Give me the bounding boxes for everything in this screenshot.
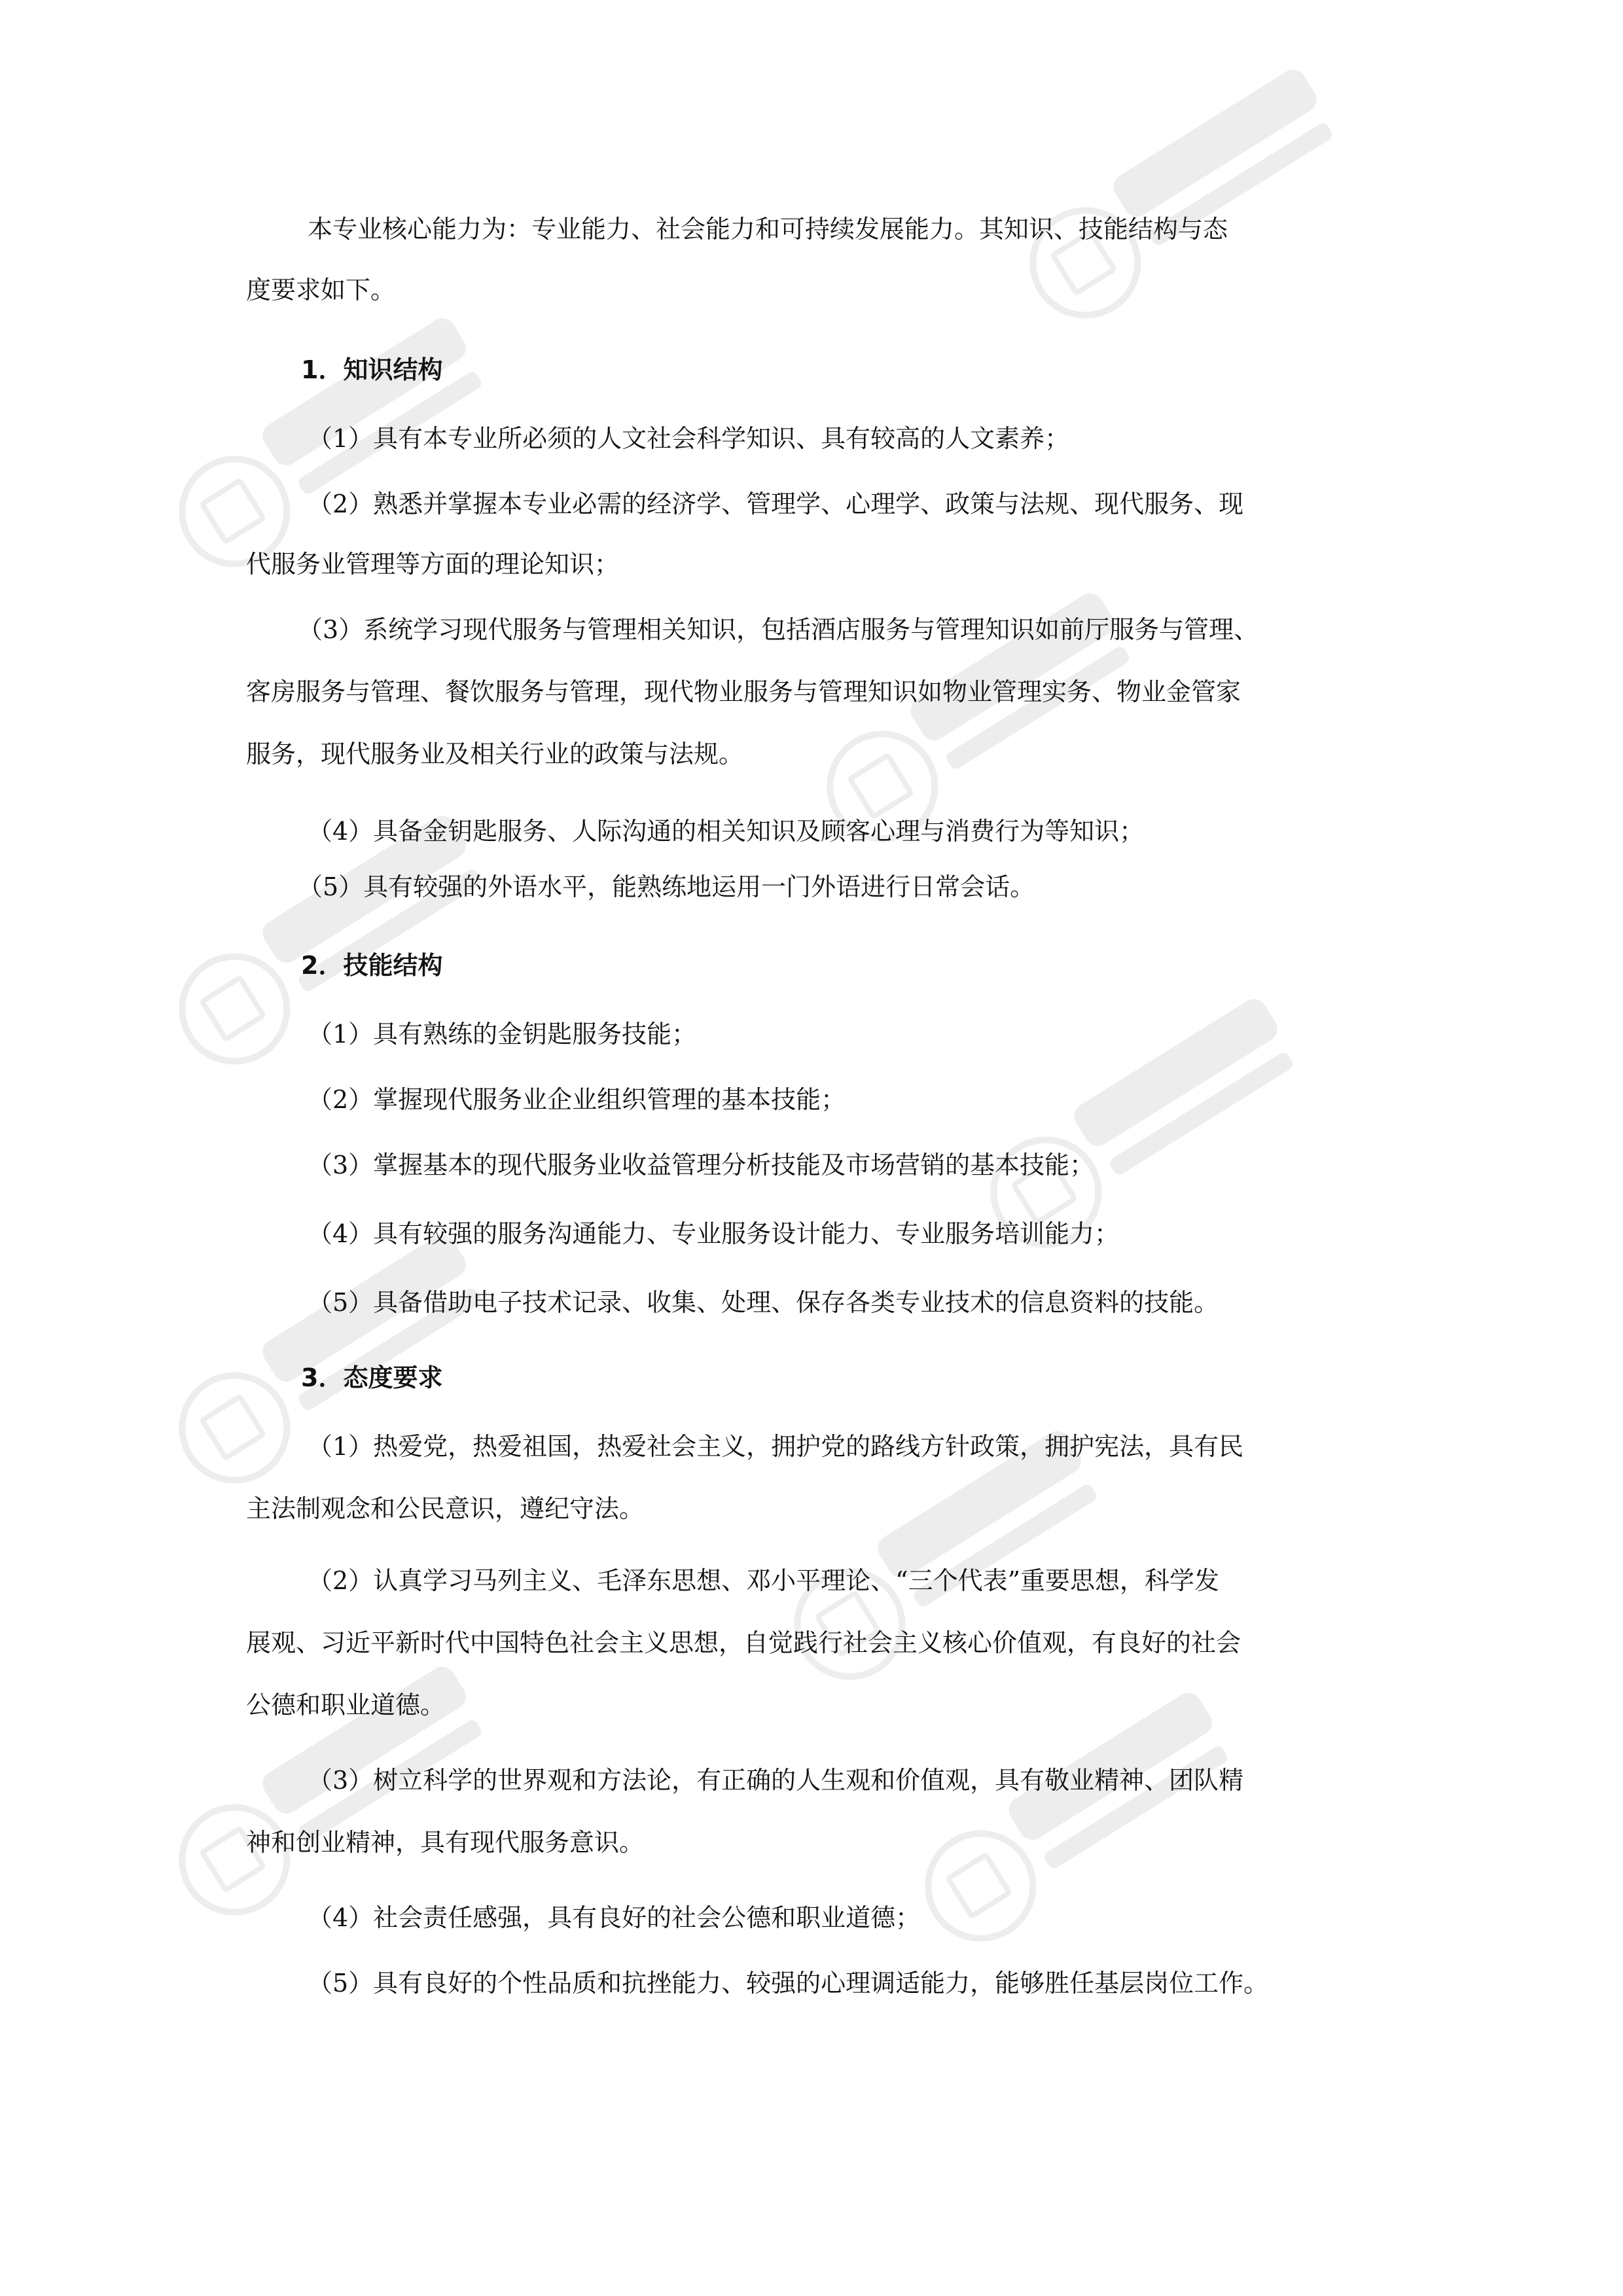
- knowledge-item-2: 代服务业管理等方面的理论知识；: [246, 550, 620, 579]
- knowledge-item-2: （2）熟悉并掌握本专业必需的经济学、管理学、心理学、政策与法规、现代服务、现: [308, 490, 1244, 518]
- section-heading-skills: 2．技能结构: [301, 951, 443, 980]
- intro-line: 度要求如下。: [246, 276, 396, 304]
- knowledge-item-3: （3）系统学习现代服务与管理相关知识，包括酒店服务与管理知识如前厅服务与管理、: [298, 615, 1259, 644]
- section-heading-knowledge: 1．知识结构: [301, 355, 443, 384]
- attitude-item-2: （2）认真学习马列主义、毛泽东思想、邓小平理论、“三个代表”重要思想，科学发: [308, 1566, 1220, 1595]
- intro-line: 本专业核心能力为：专业能力、社会能力和可持续发展能力。其知识、技能结构与态: [308, 215, 1228, 243]
- attitude-item-2: 展观、习近平新时代中国特色社会主义思想，自觉践行社会主义核心价值观，有良好的社会: [246, 1628, 1241, 1657]
- skills-item-4: （4）具有较强的服务沟通能力、专业服务设计能力、专业服务培训能力；: [308, 1219, 1120, 1248]
- skills-item-5: （5）具备借助电子技术记录、收集、处理、保存各类专业技术的信息资料的技能。: [308, 1288, 1219, 1317]
- knowledge-item-4: （4）具备金钥匙服务、人际沟通的相关知识及顾客心理与消费行为等知识；: [308, 817, 1145, 846]
- knowledge-item-1: （1）具有本专业所必须的人文社会科学知识、具有较高的人文素养；: [308, 424, 1070, 453]
- attitude-item-5: （5）具有良好的个性品质和抗挫能力、较强的心理调适能力，能够胜任基层岗位工作。: [308, 1969, 1269, 1998]
- attitude-item-3: （3）树立科学的世界观和方法论，有正确的人生观和价值观，具有敬业精神、团队精: [308, 1766, 1244, 1795]
- knowledge-item-3: 客房服务与管理、餐饮服务与管理，现代物业服务与管理知识如物业管理实务、物业金管家: [246, 677, 1241, 706]
- knowledge-item-5: （5）具有较强的外语水平，能熟练地运用一门外语进行日常会话。: [298, 872, 1035, 901]
- attitude-item-3: 神和创业精神，具有现代服务意识。: [246, 1828, 645, 1857]
- knowledge-item-3: 服务，现代服务业及相关行业的政策与法规。: [246, 740, 744, 768]
- attitude-item-2: 公德和职业道德。: [246, 1691, 446, 1719]
- skills-item-2: （2）掌握现代服务业企业组织管理的基本技能；: [308, 1085, 846, 1114]
- attitude-item-1: 主法制观念和公民意识，遵纪守法。: [246, 1494, 645, 1523]
- section-heading-attitude: 3．态度要求: [301, 1363, 443, 1392]
- skills-item-1: （1）具有熟练的金钥匙服务技能；: [308, 1020, 697, 1049]
- attitude-item-4: （4）社会责任感强，具有良好的社会公德和职业道德；: [308, 1903, 921, 1932]
- skills-item-3: （3）掌握基本的现代服务业收益管理分析技能及市场营销的基本技能；: [308, 1151, 1095, 1179]
- attitude-item-1: （1）热爱党，热爱祖国，热爱社会主义，拥护党的路线方针政策，拥护宪法，具有民: [308, 1432, 1244, 1461]
